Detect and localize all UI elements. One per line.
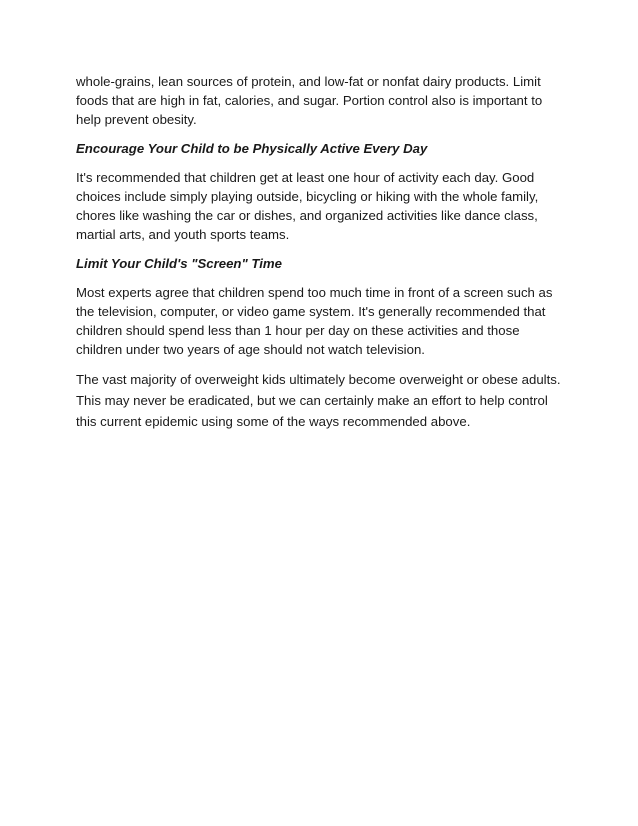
paragraph-conclusion: The vast majority of overweight kids ultimately become overweight or obese adults. This may never be eradicated, but we can certainly make an effort to help control this current epidemic using some of the ways recommended above. — [76, 372, 561, 429]
document-body — [76, 72, 568, 442]
heading-physical-activity: Encourage Your Child to be Physically Active Every Day — [76, 141, 428, 156]
paragraph-physical-activity: It's recommended that children get at least one hour of activity each day. Good choices include simply playing outside, bicycling or hiking with the whole family, chores like washing the car or dishes, and organized activities like dance class, martial arts, and youth sports teams. — [76, 170, 539, 242]
paragraph-nutrition: whole-grains, lean sources of protein, and low-fat or nonfat dairy products. Limit foods that are high in fat, calories, and sugar. Portion control also is important to help prevent obesity. — [76, 74, 543, 127]
heading-screen-time: Limit Your Child's "Screen" Time — [76, 256, 282, 271]
paragraph-screen-time: Most experts agree that children spend too much time in front of a screen such as the television, computer, or video game system. It's generally recommended that children should spend less than 1 hour per day on these activities and those children under two years of age should not watch television. — [76, 285, 553, 357]
